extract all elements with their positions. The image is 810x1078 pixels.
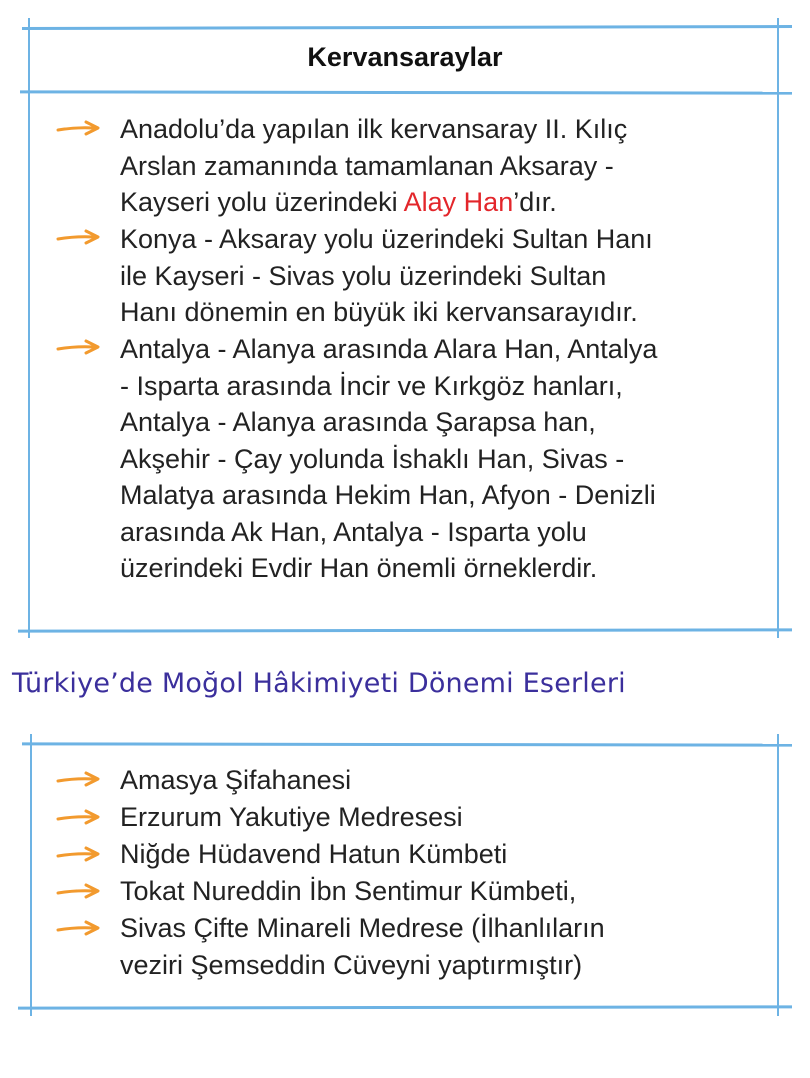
item-line: Kayseri yolu üzerindeki xyxy=(120,187,404,217)
list-item xyxy=(120,910,605,983)
arrow-right-icon xyxy=(56,919,102,937)
section-heading: Türkiye’de Moğol Hâkimiyeti Dönemi Eserleri xyxy=(12,668,626,699)
item-line: arasında Ak Han, Antalya - Isparta yolu xyxy=(120,516,587,547)
item-line: Arslan zamanında tamamlanan Aksaray - xyxy=(120,150,614,181)
item-line: Erzurum Yakutiye Medresesi xyxy=(120,802,463,832)
highlighted-name: Alay Han xyxy=(403,187,514,217)
arrow-right-icon xyxy=(56,808,102,826)
list-item xyxy=(120,331,657,587)
arrow-right-icon xyxy=(56,882,102,900)
box1-right-border xyxy=(777,18,779,638)
item-line: Tokat Nureddin İbn Sentimur Kümbeti, xyxy=(120,876,577,906)
list-item xyxy=(120,221,653,331)
item-line: Niğde Hüdavend Hatun Kümbeti xyxy=(120,839,508,869)
arrow-right-icon xyxy=(56,338,102,356)
box1-bottom-border xyxy=(18,628,792,632)
arrow-right-icon xyxy=(56,119,102,137)
item-line: Hanı dönemin en büyük iki kervansarayıdır. xyxy=(120,297,638,327)
item-line: Sivas Çifte Minareli Medrese (İlhanlıların xyxy=(120,913,605,943)
list-item xyxy=(120,873,576,910)
box1-top-border xyxy=(22,25,792,30)
item-line: Malatya arasında Hekim Han, Afyon - Denizli xyxy=(120,480,656,510)
item-line: ile Kayseri - Sivas yolu üzerindeki Sultan xyxy=(120,260,607,291)
box2-right-border xyxy=(777,734,779,1016)
item-line: Anadolu’da yapılan ilk kervansaray II. Kılıç xyxy=(120,114,628,144)
item-line: üzerindeki Evdir Han önemli örneklerdir. xyxy=(120,553,598,583)
item-line: Konya - Aksaray yolu üzerindeki Sultan Hanı xyxy=(120,224,653,254)
arrow-right-icon xyxy=(56,770,102,788)
item-line: Akşehir - Çay yolunda İshaklı Han, Sivas - xyxy=(120,443,625,474)
item-line: Amasya Şifahanesi xyxy=(120,765,352,795)
box1-title-divider xyxy=(20,90,792,94)
item-line: veziri Şemseddin Cüveyni yaptırmıştır) xyxy=(120,949,583,980)
item-line: Antalya - Alanya arasında Şarapsa han, xyxy=(120,407,596,437)
box1-left-border xyxy=(28,18,30,638)
list-item xyxy=(120,762,351,799)
item-line: Antalya - Alanya arasında Alara Han, Antalya xyxy=(120,334,658,364)
item-line: ’dır. xyxy=(513,187,557,217)
box1-title: Kervansaraylar xyxy=(307,42,503,72)
list-item xyxy=(120,836,507,873)
item-line: - Isparta arasında İncir ve Kırkgöz hanları, xyxy=(120,370,623,401)
arrow-right-icon xyxy=(56,845,102,863)
box2-left-border xyxy=(30,734,32,1016)
box2-top-border xyxy=(22,742,792,746)
list-item xyxy=(120,111,627,221)
arrow-right-icon xyxy=(56,228,102,246)
box2-bottom-border xyxy=(18,1005,792,1009)
list-item xyxy=(120,799,463,836)
